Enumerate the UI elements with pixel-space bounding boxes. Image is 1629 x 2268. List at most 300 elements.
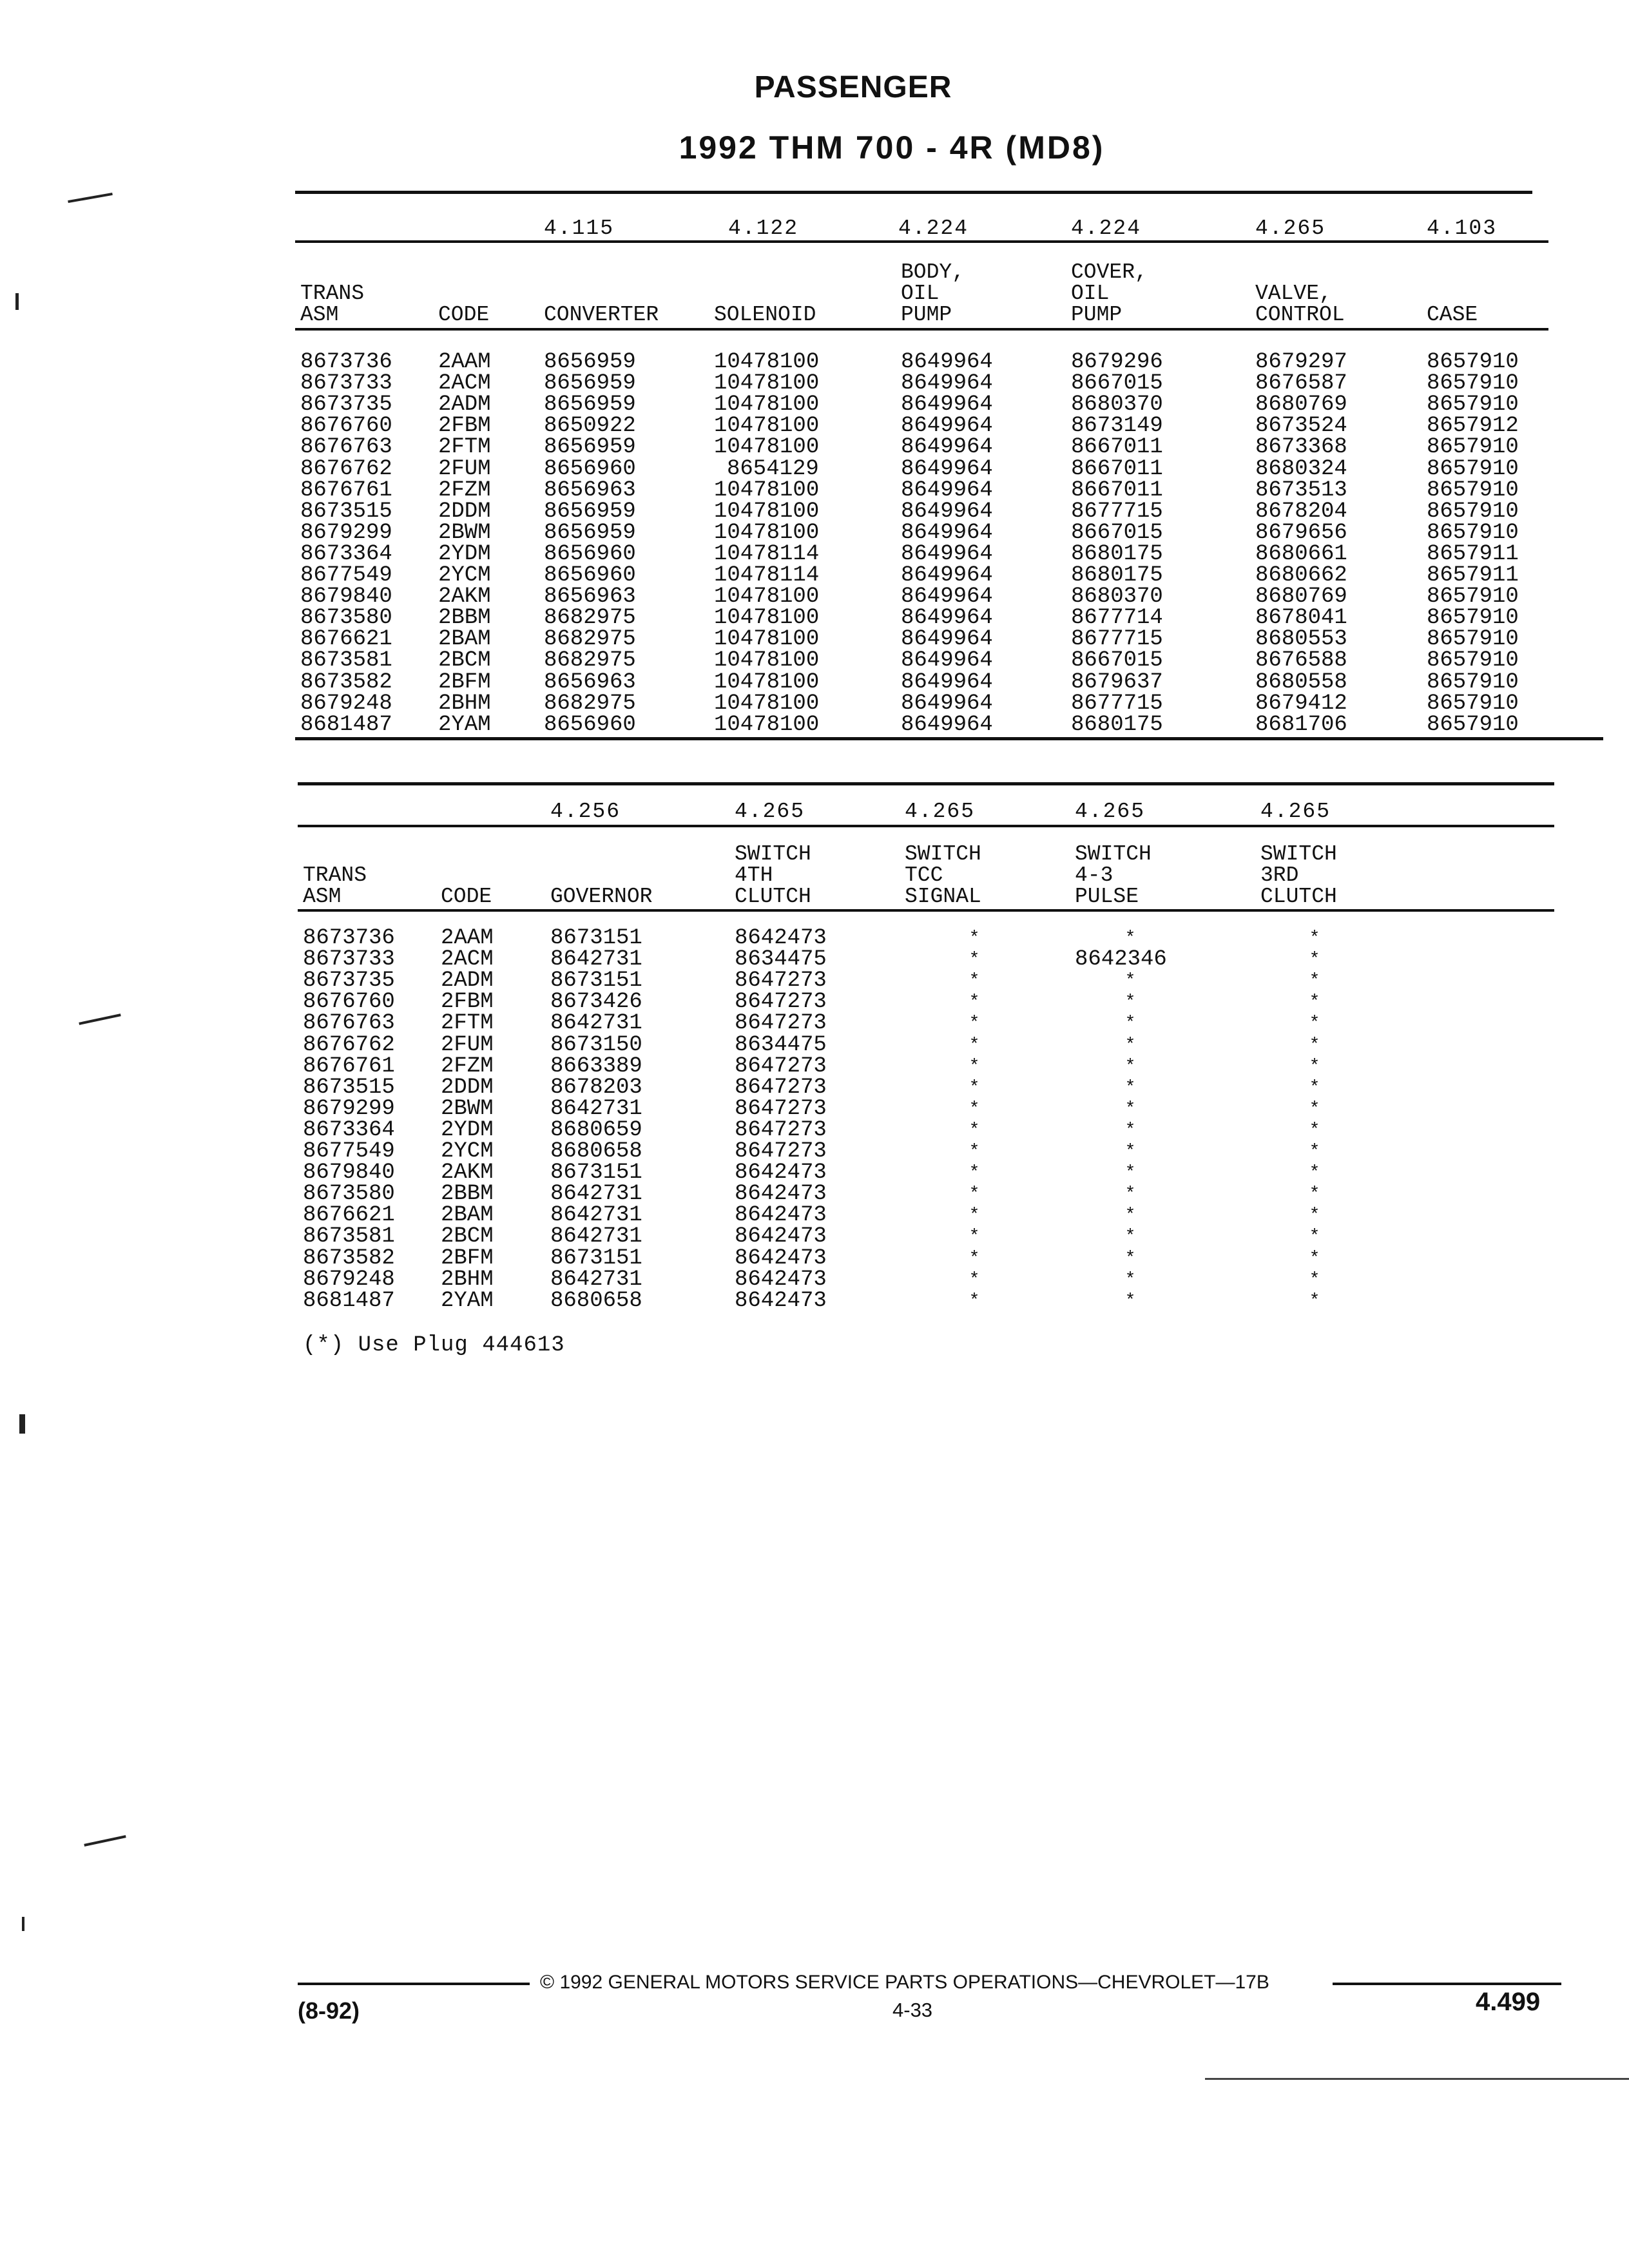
table-row	[0, 970, 1629, 992]
table-row	[0, 608, 1629, 629]
table-cell: 8676763	[300, 435, 392, 460]
table-cell: 8682975	[544, 691, 636, 716]
catalog-ref-number: 4.115	[544, 216, 615, 240]
plug-marker: *	[1124, 1248, 1136, 1269]
table-cell: 8680175	[1071, 712, 1163, 737]
table-cell: 8673150	[550, 1032, 642, 1057]
table-cell: 10478100	[714, 350, 820, 374]
table-cell: 8676762	[300, 456, 392, 481]
table-cell: 2BAM	[438, 627, 491, 652]
table-cell: 8647273	[735, 1075, 827, 1100]
table-cell: 8642473	[735, 1182, 827, 1207]
table-cell: 8677715	[1071, 627, 1163, 652]
plug-marker: *	[1124, 1227, 1136, 1247]
table-cell: 8642731	[550, 1011, 642, 1036]
table-cell: 8656960	[544, 541, 636, 566]
column-header: OIL	[901, 282, 940, 305]
table-cell: 2BWM	[441, 1096, 494, 1121]
table-cell: 8673736	[303, 926, 395, 950]
table-row	[0, 1162, 1629, 1184]
table-cell: 8642731	[550, 1096, 642, 1121]
table-row	[0, 1184, 1629, 1205]
column-header: CONTROL	[1255, 303, 1345, 327]
table-cell: 8680659	[550, 1117, 642, 1142]
column-header: 4-3	[1075, 863, 1113, 887]
plug-marker: *	[1309, 1184, 1320, 1205]
table-cell: 10478100	[714, 392, 820, 418]
scan-edge-line	[1205, 2078, 1629, 2080]
column-header: SWITCH	[735, 842, 811, 866]
footnote: (*) Use Plug 444613	[303, 1333, 565, 1358]
table-cell: 8657910	[1427, 669, 1519, 695]
table-cell: 8647273	[735, 968, 827, 994]
footer-rule-right	[1333, 1983, 1561, 1985]
table-cell: 8656960	[544, 456, 636, 481]
table-cell: 8673364	[303, 1117, 395, 1142]
table-row	[0, 394, 1629, 416]
table-row	[0, 1245, 1629, 1271]
table-cell: 10478100	[714, 520, 820, 545]
column-header: VALVE,	[1255, 282, 1332, 305]
table-cell: 8657910	[1427, 648, 1519, 673]
table-cell: 2BBM	[438, 606, 491, 631]
plug-marker: *	[1124, 1099, 1136, 1119]
table-cell: 8657910	[1427, 627, 1519, 652]
table-cell: 8673151	[550, 968, 642, 994]
table-row	[0, 541, 1629, 566]
table-cell: 2BBM	[441, 1182, 494, 1207]
table-cell: 8682975	[544, 648, 636, 673]
table-cell: 8656960	[544, 712, 636, 737]
table-cell: 8657910	[1427, 435, 1519, 460]
table-cell: 8673524	[1255, 414, 1347, 439]
table1-top-rule	[295, 191, 1532, 194]
table-cell: 8650922	[544, 414, 636, 439]
plug-marker: *	[969, 1291, 980, 1311]
table-row	[0, 477, 1629, 503]
table-cell: 8649964	[901, 669, 993, 695]
table-cell: 8681487	[303, 1288, 395, 1313]
column-header: ASM	[300, 303, 339, 327]
table-cell: 8673736	[300, 350, 392, 374]
table-cell: 8642473	[735, 1245, 827, 1271]
footer-rule-left	[298, 1983, 530, 1985]
plug-marker: *	[969, 971, 980, 992]
table-row	[0, 565, 1629, 586]
table-cell: 8649964	[901, 456, 993, 481]
plug-marker: *	[1309, 1142, 1320, 1162]
table-cell: 8679248	[300, 691, 392, 716]
plug-marker: *	[1124, 1056, 1136, 1077]
plug-marker: *	[1309, 1056, 1320, 1077]
table-cell: 8679840	[303, 1160, 395, 1186]
plug-marker: *	[1309, 950, 1320, 970]
table-cell: 2AKM	[438, 584, 491, 610]
table-cell: 8680370	[1071, 584, 1163, 610]
scan-speck	[22, 1917, 24, 1931]
table-cell: 2YDM	[441, 1117, 494, 1142]
plug-marker: *	[1309, 1099, 1320, 1119]
column-header: CONVERTER	[544, 303, 659, 327]
table-cell: 8649964	[901, 414, 993, 439]
table-cell: 2BFM	[438, 669, 491, 695]
table-cell: 2FTM	[438, 435, 491, 460]
table-cell: 8678203	[550, 1075, 642, 1100]
plug-marker: *	[1124, 1077, 1136, 1098]
table-cell: 8673582	[303, 1245, 395, 1271]
table-cell: 8682975	[544, 627, 636, 652]
table-cell: 8657910	[1427, 350, 1519, 374]
table-cell: 8642473	[735, 1288, 827, 1313]
table-cell: 8673733	[303, 947, 395, 972]
table-cell: 8676621	[303, 1203, 395, 1228]
table-row	[0, 373, 1629, 394]
column-header: PULSE	[1075, 885, 1139, 908]
table-cell: 10478100	[714, 584, 820, 610]
table-row	[0, 1077, 1629, 1099]
table-cell: 2DDM	[438, 499, 491, 524]
column-header: TRANS	[303, 863, 367, 887]
table-cell: 10478100	[714, 627, 820, 652]
table-cell: 2FUM	[438, 456, 491, 481]
plug-marker: *	[969, 928, 980, 948]
column-header: ASM	[303, 885, 342, 908]
table-cell: 8667011	[1071, 477, 1163, 503]
table-cell: 8676760	[300, 414, 392, 439]
plug-marker: *	[1124, 1184, 1136, 1205]
binder-hole-mark	[68, 193, 113, 203]
table-cell: 8667011	[1071, 435, 1163, 460]
table-cell: 2BFM	[441, 1245, 494, 1271]
table-cell: 8673151	[550, 926, 642, 950]
plug-marker: *	[1124, 1269, 1136, 1290]
page-subtitle: 1992 THM 700 - 4R (MD8)	[679, 130, 1105, 166]
table-row	[0, 1032, 1629, 1057]
plug-marker: *	[1309, 1291, 1320, 1311]
table-cell: 8680324	[1255, 456, 1347, 481]
table-cell: 8682975	[544, 606, 636, 631]
table-cell: 8656959	[544, 350, 636, 374]
table-cell: 10478100	[714, 477, 820, 503]
table-row	[0, 669, 1629, 695]
table-cell: 2ADM	[441, 968, 494, 994]
plug-marker: *	[969, 1035, 980, 1055]
table-cell: 8657910	[1427, 477, 1519, 503]
column-header: CODE	[441, 885, 492, 908]
table-row	[0, 1013, 1629, 1034]
plug-marker: *	[1124, 1142, 1136, 1162]
table-cell: 8680558	[1255, 669, 1347, 695]
table-row	[0, 1053, 1629, 1079]
table-cell: 10478100	[714, 669, 820, 695]
table-cell: 8649964	[901, 520, 993, 545]
table-cell: 8673515	[303, 1075, 395, 1100]
catalog-ref-number: 4.265	[1075, 800, 1146, 823]
catalog-ref-number: 4.256	[550, 800, 621, 823]
column-header: OIL	[1071, 282, 1110, 305]
plug-marker: *	[1309, 1035, 1320, 1055]
plug-marker: *	[969, 1269, 980, 1290]
table-cell: 2FZM	[438, 477, 491, 503]
table-cell: 2YCM	[438, 563, 491, 588]
table-cell: 2BCM	[438, 648, 491, 673]
table-cell: 8647273	[735, 1053, 827, 1079]
column-header: SWITCH	[1075, 842, 1152, 866]
footer-section-number: 4.499	[1476, 1988, 1541, 2016]
plug-marker: *	[969, 992, 980, 1013]
table-row	[0, 992, 1629, 1013]
table-cell: 2BWM	[438, 520, 491, 545]
table-cell: 8680370	[1071, 392, 1163, 418]
table-row	[0, 949, 1629, 970]
table-cell: 8657910	[1427, 584, 1519, 610]
table-cell: 8654129	[727, 456, 819, 481]
column-header: CASE	[1427, 303, 1478, 327]
table-cell: 8657910	[1427, 456, 1519, 481]
table-cell: 8647273	[735, 1117, 827, 1142]
table-cell: 2YAM	[438, 712, 491, 737]
catalog-ref-number: 4.224	[1071, 216, 1142, 240]
table-cell: 8676761	[300, 477, 392, 503]
table-cell: 8680658	[550, 1139, 642, 1164]
table-row	[0, 520, 1629, 545]
table-row	[0, 712, 1629, 737]
scan-speck	[19, 1414, 25, 1434]
table-cell: 8673426	[550, 990, 642, 1015]
table-cell: 8680175	[1071, 563, 1163, 588]
catalog-ref-number: 4.265	[905, 800, 976, 823]
table-cell: 8656959	[544, 520, 636, 545]
table-row	[0, 352, 1629, 373]
table-cell: 8649964	[901, 584, 993, 610]
table-cell: 8677549	[300, 563, 392, 588]
table-cell: 8680662	[1255, 563, 1347, 588]
plug-marker: *	[1124, 992, 1136, 1013]
column-header: CLUTCH	[735, 885, 811, 908]
plug-marker: *	[1124, 1120, 1136, 1140]
table-cell: 8649964	[901, 350, 993, 374]
table-cell: 8667015	[1071, 648, 1163, 673]
plug-marker: *	[1309, 1120, 1320, 1140]
plug-marker: *	[969, 1056, 980, 1077]
column-header: COVER,	[1071, 260, 1148, 284]
table-cell: 8657910	[1427, 712, 1519, 737]
table-row	[0, 1117, 1629, 1142]
table-cell: 8679248	[303, 1267, 395, 1292]
table-cell: 8657911	[1427, 541, 1519, 566]
table-cell: 8677715	[1071, 691, 1163, 716]
column-header: BODY,	[901, 260, 965, 284]
table-cell: 8673735	[303, 968, 395, 994]
table-cell: 8657910	[1427, 499, 1519, 524]
table-cell: 2AAM	[441, 926, 494, 950]
plug-marker: *	[1309, 1206, 1320, 1226]
table-cell: 2DDM	[441, 1075, 494, 1100]
table-cell: 2BHM	[438, 691, 491, 716]
table-cell: 8656963	[544, 669, 636, 695]
table-cell: 8656959	[544, 499, 636, 524]
binder-hole-mark	[84, 1835, 126, 1847]
table-row	[0, 1288, 1629, 1313]
plug-marker: *	[1309, 928, 1320, 948]
table-cell: 8656959	[544, 371, 636, 396]
plug-marker: *	[1124, 1014, 1136, 1034]
column-header: SIGNAL	[905, 885, 981, 908]
catalog-ref-number: 4.265	[1255, 216, 1326, 240]
table-cell: 10478100	[714, 606, 820, 631]
table-cell: 10478100	[714, 435, 820, 460]
column-header: SWITCH	[905, 842, 981, 866]
table-cell: 2FUM	[441, 1032, 494, 1057]
table-cell: 8647273	[735, 1011, 827, 1036]
table-cell: 8647273	[735, 1139, 827, 1164]
table-cell: 8680769	[1255, 584, 1347, 610]
table-cell: 8642473	[735, 926, 827, 950]
table-cell: 8656963	[544, 584, 636, 610]
catalog-ref-number: 4.122	[728, 216, 799, 240]
table-cell: 8642731	[550, 1182, 642, 1207]
table-cell: 8649964	[901, 371, 993, 396]
table-cell: 8673151	[550, 1160, 642, 1186]
table-cell: 8649964	[901, 606, 993, 631]
table-row	[0, 1141, 1629, 1162]
table-row	[0, 1205, 1629, 1226]
column-header: 4TH	[735, 863, 773, 887]
table-cell: 8673580	[303, 1182, 395, 1207]
table-cell: 8656959	[544, 392, 636, 418]
plug-marker: *	[969, 1206, 980, 1226]
table-cell: 8678204	[1255, 499, 1347, 524]
table-cell: 8656959	[544, 435, 636, 460]
table-row	[0, 629, 1629, 650]
plug-marker: *	[1309, 971, 1320, 992]
table-cell: 8642731	[550, 1267, 642, 1292]
scan-speck	[15, 293, 19, 310]
table2-top-rule	[298, 782, 1554, 785]
table-cell: 2ACM	[441, 947, 494, 972]
table-cell: 2ACM	[438, 371, 491, 396]
table-cell: 8649964	[901, 435, 993, 460]
footer-date: (8-92)	[298, 1997, 360, 2024]
page-title: PASSENGER	[754, 70, 952, 104]
plug-marker: *	[969, 1077, 980, 1098]
table-cell: 8673581	[300, 648, 392, 673]
plug-marker: *	[969, 1184, 980, 1205]
table1-ref-rule	[295, 240, 1548, 243]
catalog-ref-number: 4.103	[1427, 216, 1498, 240]
table-cell: 8657910	[1427, 606, 1519, 631]
catalog-ref-number: 4.265	[1260, 800, 1331, 823]
table-cell: 8679297	[1255, 350, 1347, 374]
table-row	[0, 1096, 1629, 1121]
table-cell: 8676760	[303, 990, 395, 1015]
table-cell: 8649964	[901, 499, 993, 524]
table-cell: 8676761	[303, 1053, 395, 1079]
table-cell: 2BAM	[441, 1203, 494, 1228]
table-cell: 8680658	[550, 1288, 642, 1313]
table-cell: 8634475	[735, 947, 827, 972]
table-cell: 8673581	[303, 1224, 395, 1249]
table-cell: 8663389	[550, 1053, 642, 1079]
table-cell: 8656963	[544, 477, 636, 503]
table-cell: 2FBM	[438, 414, 491, 439]
table-cell: 8679299	[303, 1096, 395, 1121]
plug-marker: *	[1124, 1163, 1136, 1184]
table-cell: 8678041	[1255, 606, 1347, 631]
table-cell: 8657910	[1427, 371, 1519, 396]
table-cell: 8649964	[901, 648, 993, 673]
table-cell: 8649964	[901, 712, 993, 737]
table-cell: 8676621	[300, 627, 392, 652]
table-cell: 2YAM	[441, 1288, 494, 1313]
table-cell: 8649964	[901, 541, 993, 566]
table2-ref-rule	[298, 825, 1554, 827]
table-cell: 8677549	[303, 1139, 395, 1164]
column-header: 3RD	[1260, 863, 1299, 887]
plug-marker: *	[969, 1120, 980, 1140]
footer-page-number: 4-33	[892, 1999, 933, 2021]
table-cell: 8679296	[1071, 350, 1163, 374]
table-cell: 8642731	[550, 1203, 642, 1228]
catalog-ref-number: 4.265	[735, 800, 805, 823]
table-cell: 8673368	[1255, 435, 1347, 460]
column-header: TRANS	[300, 282, 365, 305]
table-cell: 8681706	[1255, 712, 1347, 737]
plug-marker: *	[1309, 992, 1320, 1013]
table-cell: 8679412	[1255, 691, 1347, 716]
table-cell: 8642731	[550, 1224, 642, 1249]
table-cell: 8656960	[544, 563, 636, 588]
column-header: PUMP	[901, 303, 952, 327]
table-cell: 8679637	[1071, 669, 1163, 695]
table-cell: 8657912	[1427, 414, 1519, 439]
table-cell: 8642473	[735, 1267, 827, 1292]
column-header: SOLENOID	[714, 303, 816, 327]
table-cell: 8657910	[1427, 392, 1519, 418]
table-cell: 8649964	[901, 563, 993, 588]
table-cell: 8676762	[303, 1032, 395, 1057]
plug-marker: *	[969, 1163, 980, 1184]
table-cell: 8679840	[300, 584, 392, 610]
table-cell: 8680175	[1071, 541, 1163, 566]
column-header: TCC	[905, 863, 943, 887]
plug-marker: *	[1309, 1269, 1320, 1290]
table-cell: 8667015	[1071, 371, 1163, 396]
plug-marker: *	[969, 1014, 980, 1034]
table-cell: 8673733	[300, 371, 392, 396]
plug-marker: *	[1309, 1077, 1320, 1098]
table-cell: 8657910	[1427, 520, 1519, 545]
table-cell: 8647273	[735, 1096, 827, 1121]
table-cell: 8676587	[1255, 371, 1347, 396]
table-cell: 2BCM	[441, 1224, 494, 1249]
table-cell: 10478100	[714, 371, 820, 396]
table-cell: 8657910	[1427, 691, 1519, 716]
table-cell: 2FTM	[441, 1011, 494, 1036]
table-cell: 8657911	[1427, 563, 1519, 588]
column-header: CLUTCH	[1260, 885, 1337, 908]
table-row	[0, 586, 1629, 608]
table-cell: 8681487	[300, 712, 392, 737]
table-cell: 2AAM	[438, 350, 491, 374]
plug-marker: *	[1309, 1014, 1320, 1034]
table-cell: 8673580	[300, 606, 392, 631]
plug-marker: *	[1124, 1291, 1136, 1311]
table-cell: 8673364	[300, 541, 392, 566]
table-cell: 8673151	[550, 1245, 642, 1271]
column-header: PUMP	[1071, 303, 1123, 327]
plug-marker: *	[969, 1248, 980, 1269]
